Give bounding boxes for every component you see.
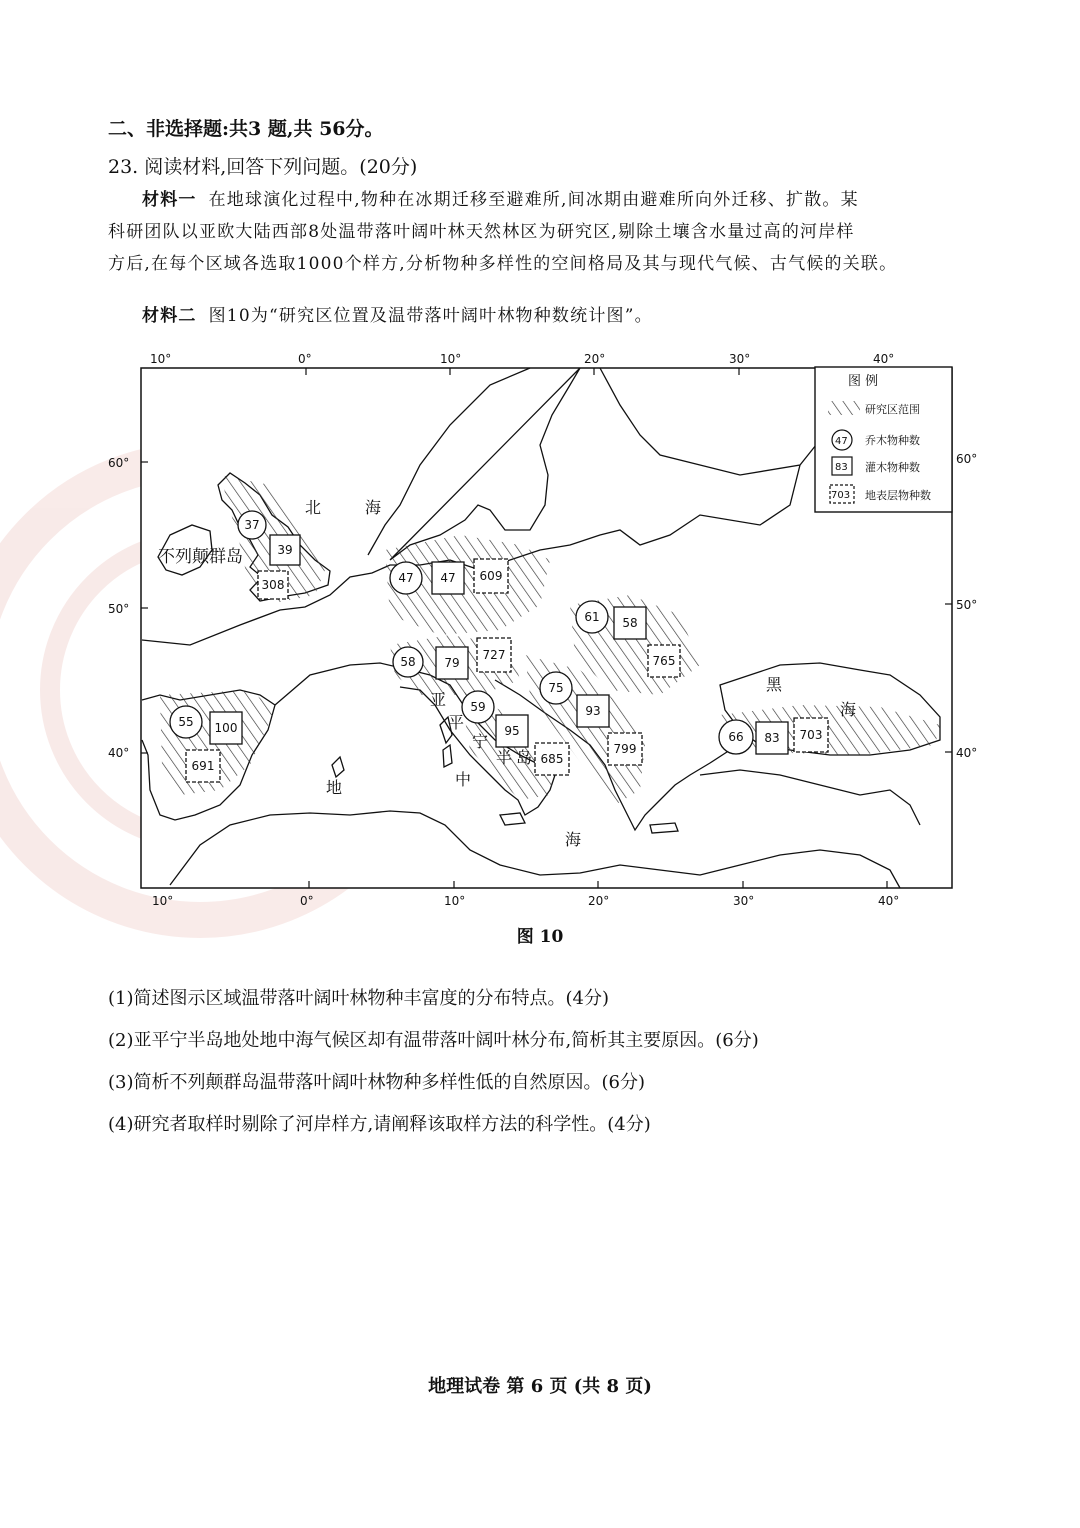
legend-square-value: 83 [835, 462, 848, 473]
legend-hatch-icon [828, 401, 860, 415]
label-apennine-4: 半 [496, 748, 513, 767]
lon-label: 30° [729, 352, 751, 366]
lat-label: 60° [956, 452, 978, 466]
site-germany [390, 559, 508, 594]
ground-count: 765 [652, 654, 676, 668]
lat-label: 60° [108, 456, 130, 470]
lon-label: 40° [878, 894, 900, 908]
shrub-count: 79 [444, 656, 460, 670]
lon-label: 40° [873, 352, 895, 366]
sub-question-3: (3)简析不列颠群岛温带落叶阔叶林物种多样性低的自然原因。(6分) [108, 1072, 645, 1093]
ground-count: 703 [799, 728, 823, 742]
label-mediterranean-3: 海 [565, 830, 582, 849]
sub-question-2: (2)亚平宁半岛地处地中海气候区却有温带落叶阔叶林分布,简析其主要原因。(6分) [108, 1030, 759, 1051]
label-black-sea-1: 黑 [766, 675, 783, 694]
tree-count: 75 [548, 681, 564, 695]
legend-label-study-area: 研究区范围 [865, 403, 920, 416]
tree-count: 58 [400, 655, 416, 669]
ground-count: 691 [191, 759, 215, 773]
tree-count: 47 [398, 571, 414, 585]
tree-count: 37 [244, 518, 260, 532]
ground-count: 685 [540, 752, 564, 766]
lat-label: 40° [956, 746, 978, 760]
label-mediterranean-1: 地 [326, 778, 343, 797]
shrub-count: 39 [277, 543, 293, 557]
ground-count: 727 [482, 648, 506, 662]
legend-label-tree: 乔木物种数 [865, 434, 920, 447]
tree-count: 55 [178, 715, 194, 729]
lat-label: 40° [108, 746, 130, 760]
europe-study-area-map [100, 345, 978, 910]
label-apennine-1: 亚 [430, 690, 447, 709]
lon-label: 20° [588, 894, 610, 908]
shrub-count: 83 [764, 731, 780, 745]
tree-count: 59 [470, 700, 486, 714]
label-black-sea-2: 海 [840, 700, 857, 719]
left-latitude-labels [108, 456, 129, 760]
material-one-label: 材料一 [142, 190, 197, 210]
lon-label: 10° [150, 352, 172, 366]
ground-count: 609 [479, 569, 503, 583]
label-british-isles: 不列颠群岛 [158, 547, 243, 567]
label-mediterranean-2: 中 [455, 770, 472, 789]
material-two-label: 材料二 [142, 306, 197, 326]
bottom-longitude-labels [152, 894, 899, 908]
lat-label: 50° [108, 602, 130, 616]
lon-label: 0° [298, 352, 312, 366]
tree-count: 66 [728, 730, 744, 744]
lon-label: 20° [584, 352, 606, 366]
shrub-count: 93 [585, 704, 601, 718]
lon-label: 10° [444, 894, 466, 908]
legend-circle-value: 47 [835, 436, 848, 447]
lon-label: 30° [733, 894, 755, 908]
lat-label: 50° [956, 598, 978, 612]
material-two-text: 图10为“研究区位置及温带落叶阔叶林物种数统计图”。 [208, 306, 653, 326]
ground-count: 799 [613, 742, 637, 756]
ground-count: 308 [261, 578, 285, 592]
label-apennine-2: 平 [448, 713, 465, 732]
lon-label: 10° [440, 352, 462, 366]
shrub-count: 95 [504, 724, 520, 738]
material-one [108, 184, 978, 280]
label-apennine-5: 岛 [516, 748, 533, 767]
lon-label: 0° [300, 894, 314, 908]
legend-label-ground: 地表层物种数 [865, 489, 931, 502]
sub-question-4: (4)研究者取样时剔除了河岸样方,请阐释该取样方法的科学性。(4分) [108, 1114, 651, 1135]
sub-question-1: (1)简述图示区域温带落叶阔叶林物种丰富度的分布特点。(4分) [108, 988, 609, 1009]
label-apennine-3: 宁 [472, 732, 489, 751]
figure-caption: 图 10 [516, 927, 564, 947]
legend-dashed-value: 703 [831, 490, 851, 501]
shrub-count: 58 [622, 616, 638, 630]
page-footer: 地理试卷 第 6 页 (共 8 页) [428, 1376, 652, 1397]
material-two [108, 300, 978, 332]
shrub-count: 47 [440, 571, 456, 585]
map-legend [815, 367, 952, 512]
site-anatolia [719, 718, 828, 754]
question-heading: 23. 阅读材料,回答下列问题。(20分) [108, 156, 418, 178]
legend-title: 图 例 [848, 374, 879, 389]
legend-label-shrub: 灌木物种数 [865, 461, 920, 474]
material-one-line-3: 方后,在每个区域各选取1000个样方,分析物种多样性的空间格局及其与现代气候、古气候的关联。 [108, 254, 898, 274]
material-one-line-1: 在地球演化过程中,物种在冰期迁移至避难所,间冰期由避难所向外迁移、扩散。某 [208, 190, 859, 210]
material-one-line-2: 科研团队以亚欧大陆西部8处温带落叶阔叶林天然林区为研究区,剔除土壤含水量过高的河岸样 [108, 222, 855, 242]
section-heading: 二、非选择题:共3 题,共 56分。 [108, 118, 384, 140]
label-north-sea-2: 海 [365, 498, 382, 517]
lon-label: 10° [152, 894, 174, 908]
tree-count: 61 [584, 610, 600, 624]
label-north-sea-1: 北 [305, 498, 322, 517]
shrub-count: 100 [214, 721, 238, 735]
right-latitude-labels [956, 452, 977, 760]
top-longitude-labels [150, 352, 894, 366]
